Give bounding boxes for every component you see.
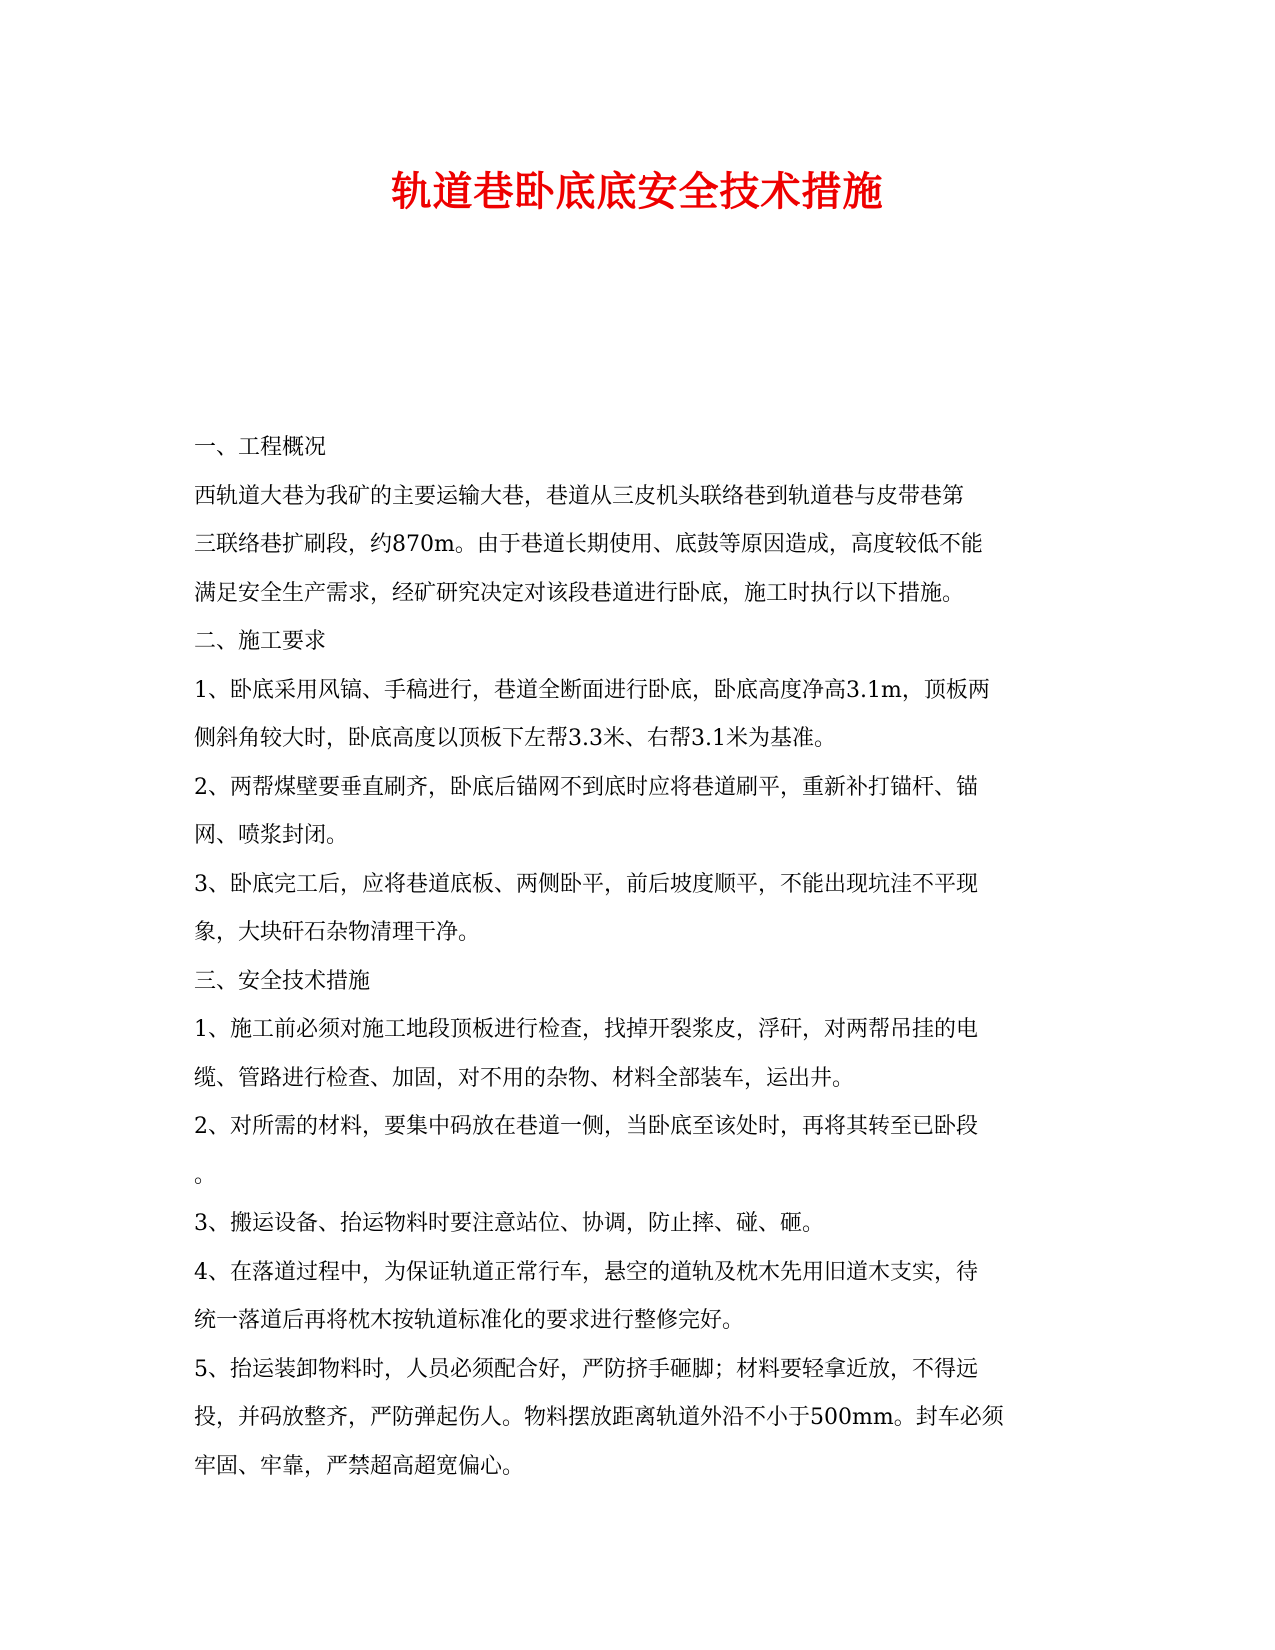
- paragraph-line: 2、两帮煤壁要垂直刷齐，卧底后锚网不到底时应将巷道刷平，重新补打锚杆、锚: [194, 774, 978, 800]
- document-body: [194, 424, 1084, 1491]
- paragraph-line: 4、在落道过程中，为保证轨道正常行车，悬空的道轨及枕木先用旧道木支实，待: [194, 1259, 978, 1285]
- document-title: 轨道巷卧底底安全技术措施: [391, 168, 884, 215]
- paragraph-line: 象，大块矸石杂物清理干净。: [194, 920, 481, 945]
- paragraph-line: 2、对所需的材料，要集中码放在巷道一侧，当卧底至该处时，再将其转至已卧段: [194, 1114, 978, 1139]
- paragraph-line: 。: [194, 1162, 217, 1188]
- paragraph-line: 统一落道后再将枕木按轨道标准化的要求进行整修完好。: [194, 1308, 745, 1333]
- section-heading-safety-measures: 三、安全技术措施: [194, 968, 371, 994]
- paragraph-line: 缆、管路进行检查、加固，对不用的杂物、材料全部装车，运出井。: [194, 1065, 855, 1091]
- paragraph-line: 1、卧底采用风镐、手稿进行，巷道全断面进行卧底，卧底高度净高3.1m，顶板两: [194, 677, 990, 703]
- paragraph-line: 1、施工前必须对施工地段顶板进行检查，找掉开裂浆皮，浮矸，对两帮吊挂的电: [194, 1017, 978, 1042]
- paragraph-line: 三联络巷扩刷段，约870m。由于巷道长期使用、底鼓等原因造成，高度较低不能: [194, 532, 983, 557]
- section-heading-overview: 一、工程概况: [194, 435, 327, 460]
- paragraph-line: 网、喷浆封闭。: [194, 823, 349, 848]
- paragraph-line: 投，并码放整齐，严防弹起伤人。物料摆放距离轨道外沿不小于500mm。封车必须: [194, 1405, 1004, 1430]
- paragraph-line: 3、搬运设备、抬运物料时要注意站位、协调，防止摔、碰、砸。: [194, 1211, 824, 1236]
- paragraph-line: 满足安全生产需求，经矿研究决定对该段巷道进行卧底，施工时执行以下措施。: [194, 580, 965, 606]
- paragraph-line: 5、抬运装卸物料时，人员必须配合好，严防挤手砸脚；材料要轻拿近放，不得远: [194, 1356, 978, 1382]
- paragraph-line: 牢固、牢靠，严禁超高超宽偏心。: [194, 1453, 525, 1479]
- paragraph-line: 西轨道大巷为我矿的主要运输大巷，巷道从三皮机头联络巷到轨道巷与皮带巷第: [194, 483, 965, 509]
- section-heading-requirements: 二、施工要求: [194, 629, 327, 654]
- paragraph-line: 3、卧底完工后，应将巷道底板、两侧卧平，前后坡度顺平，不能出现坑洼不平现: [194, 871, 978, 897]
- paragraph-line: 侧斜角较大时，卧底高度以顶板下左帮3.3米、右帮3.1米为基准。: [194, 726, 836, 751]
